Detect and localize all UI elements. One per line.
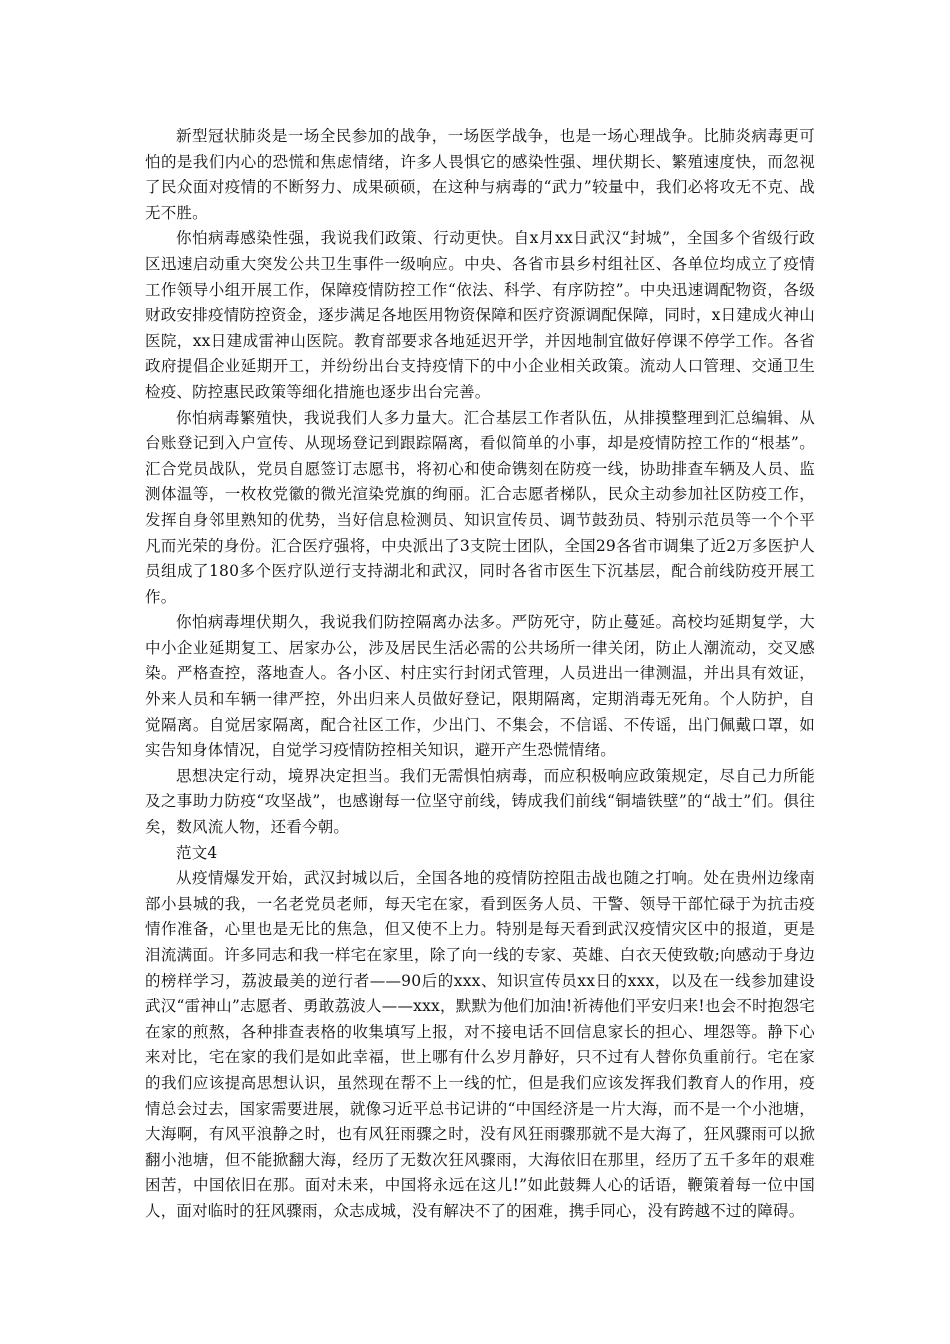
paragraph-3: 你怕病毒繁殖快，我说我们人多力量大。汇合基层工作者队伍，从排摸整理到汇总编辑、从台账登记到入户宣传、从现场登记到跟踪隔离，看似简单的小事，却是疫情防控工作的“根基”。汇合党员战队，党员自愿签订志愿书，将初心和使命镌刻在防疫一线，协助排查车辆及人员、监测体温等，一枚枚党徽的微光渲染党旗的绚丽。汇合志愿者梯队，民众主动参加社区防疫工作，发挥自身邻里熟知的优势，当好信息检测员、知识宣传员、调节鼓劲员、特别示范员等一个个平凡而光荣的身份。汇合医疗强将，中央派出了3支院士团队，全国29各省市调集了近2万多医护人员组成了180多个医疗队逆行支持湖北和武汉，同时各省市医生下沉基层，配合前线防疫开展工作。 [145, 408, 815, 606]
paragraph-4: 你怕病毒埋伏期久，我说我们防控隔离办法多。严防死守，防止蔓延。高校均延期复学，大中小企业延期复工、居家办公，涉及居民生活必需的公共场所一律关闭，防止人潮流动，交叉感染。严格查控，落地查人。各小区、村庄实行封闭式管理，人员进出一律测温，并出具有效证，外来人员和车辆一律严控，外出归来人员做好登记，限期隔离，定期消毒无死角。个人防护，自觉隔离。自觉居家隔离，配合社区工作，少出门、不集会，不信谣、不传谣，出门佩戴口罩，如实告知身体情况，自觉学习疫情防控相关知识，避开产生恐慌情绪。 [145, 613, 815, 760]
paragraph-6: 从疫情爆发开始，武汉封城以后，全国各地的疫情防控阻击战也随之打响。处在贵州边缘南部小县城的我，一名老党员老师，每天宅在家，看到医务人员、干警、领导干部忙碌于为抗击疫情作准备，心里也是无比的焦急，但又使不上力。特别是每天看到武汉疫情灾区中的报道，更是泪流满面。许多同志和我一样宅在家里，除了向一线的专家、英雄、白衣天使致敬;向感动于身边的榜样学习，荔波最美的逆行者——90后的xxx、知识宣传员xx日的xxx，以及在一线参加建设武汉“雷神山”志愿者、勇敢荔波人——xxx，默默为他们加油!祈祷他们平安归来!也会不时抱怨宅在家的煎熬，各种排查表格的收集填写上报，对不接电话不回信息家长的担心、埋怨等。静下心来对比，宅在家的我们是如此幸福，世上哪有什么岁月静好，只不过有人替你负重前行。宅在家的我们应该提高思想认识，虽然现在帮不上一线的忙，但是我们应该发挥我们教育人的作用，疫情总会过去，国家需要进展，就像习近平总书记讲的“中国经济是一片大海，而不是一个小池塘，大海啊，有风平浪静之时，也有风狂雨骤之时，没有风狂雨骤那就不是大海了，狂风骤雨可以掀翻小池塘，但不能掀翻大海，经历了无数次狂风骤雨，大海依旧在那里，经历了五千多年的艰难困苦，中国依旧在那。面对未来，中国将永远在这儿!”如此鼓舞人心的话语，鞭策着每一位中国人，面对临时的狂风骤雨，众志成城，没有解决不了的困难，携手同心，没有跨越不过的障碍。 [145, 869, 815, 1220]
paragraph-2: 你怕病毒感染性强，我说我们政策、行动更快。自x月xx日武汉“封城”，全国多个省级行政区迅速启动重大突发公共卫生事件一级响应。中央、各省市县乡村组社区、各单位均成立了疫情工作领导小组开展工作，保障疫情防控工作“依法、科学、有序防控”。中央迅速调配物资，各级财政安排疫情防控资金，逐步满足各地医用物资保障和医疗资源调配保障，同时，x日建成火神山医院，xx日建成雷神山医院。教育部要求各地延迟开学，并因地制宜做好停课不停学工作。各省政府提倡企业延期开工，并纷纷出台支持疫情下的中小企业相关政策。流动人口管理、交通卫生检疫、防控惠民政策等细化措施也逐步出台完善。 [145, 229, 815, 401]
paragraph-5: 思想决定行动，境界决定担当。我们无需惧怕病毒，而应积极响应政策规定，尽自己力所能及之事助力防疫“攻坚战”，也感谢每一位坚守前线，铸成我们前线“铜墙铁壁”的“战士”们。俱往矣，数风流人物，还看今朝。 [145, 766, 815, 837]
section-heading-fanwen-4: 范文4 [176, 843, 218, 862]
document-body [145, 124, 815, 1225]
paragraph-1: 新型冠状肺炎是一场全民参加的战争，一场医学战争，也是一场心理战争。比肺炎病毒更可怕的是我们内心的恐慌和焦虑情绪，许多人畏惧它的感染性强、埋伏期长、繁殖速度快，而忽视了民众面对疫情的不断努力、成果硕硕，在这种与病毒的“武力”较量中，我们必将攻无不克、战无不胜。 [145, 127, 815, 222]
